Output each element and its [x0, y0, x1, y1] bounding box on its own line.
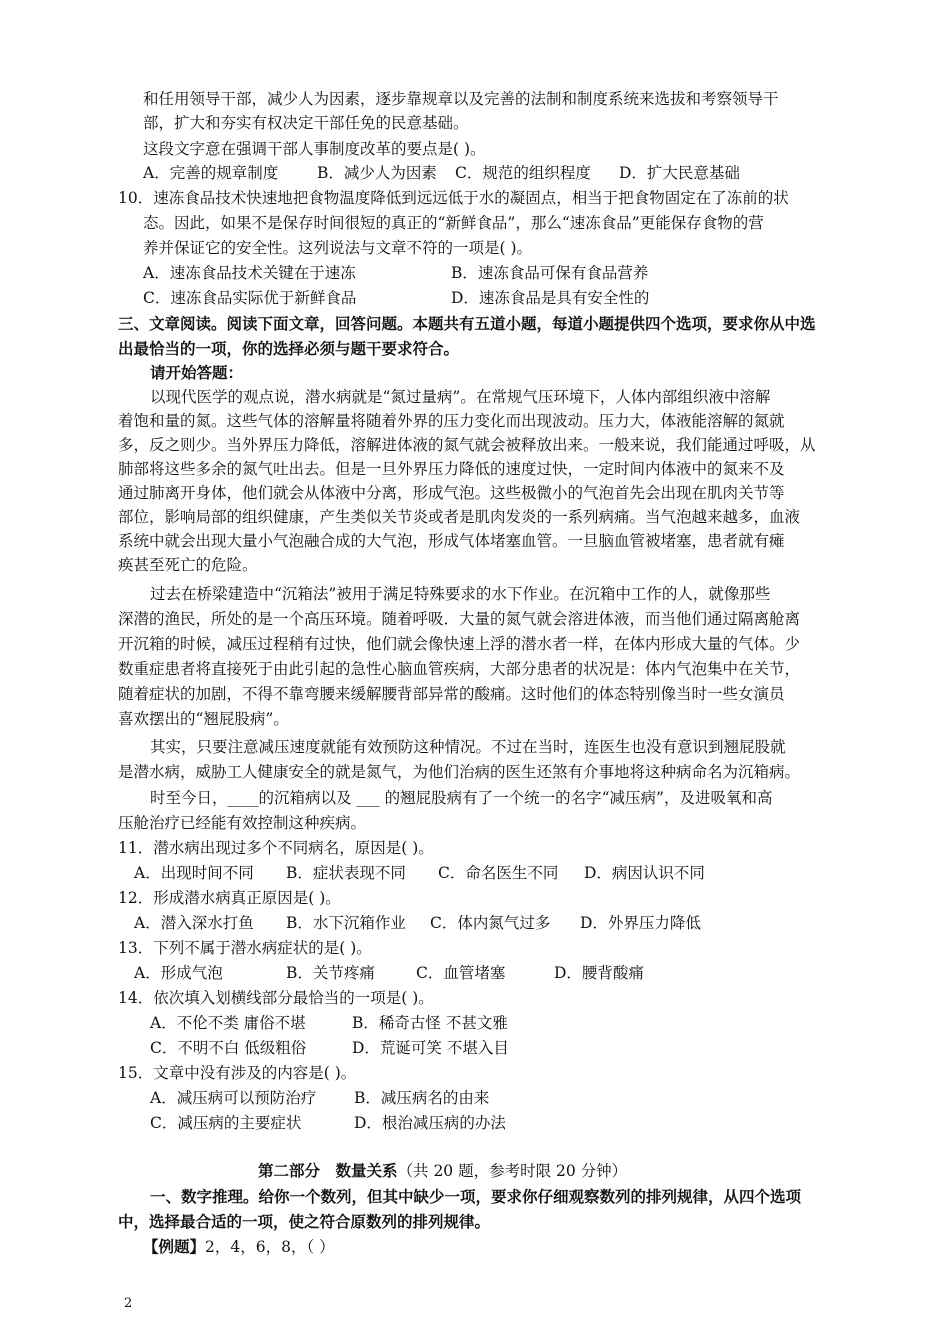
- article-p3-line-2: 是潜水病，威胁工人健康安全的就是氮气，为他们治病的医生还煞有介事地将这种病命名为沉箱病。: [118, 763, 801, 781]
- q15-options-row-2: [150, 1112, 506, 1134]
- q9-options: [143, 162, 740, 184]
- article-p1-line-2: 着饱和量的氮。这些气体的溶解量将随着外界的压力变化而出现波动。压力大，体液能溶解的氮就: [118, 412, 785, 430]
- q13-stem: 13．下列不属于潜水病症状的是( )。: [118, 939, 372, 957]
- article-p2-line-4: 数重症患者将直接死于由此引起的急性心脑血管疾病，大部分患者的状况是：体内气泡集中在关节，: [118, 660, 801, 678]
- article-p2-line-1: 过去在桥梁建造中“沉箱法”被用于满足特殊要求的水下作业。在沉箱中工作的人，就像那些: [150, 585, 771, 603]
- q11-options: [134, 862, 705, 884]
- article-p1-line-5: 通过肺离开身体，他们就会从体液中分离，形成气泡。这些极微小的气泡首先会出现在肌肉关节等: [118, 484, 785, 502]
- q11-option-c: C．命名医生不同: [438, 864, 559, 882]
- section3-heading-line-2: 出最恰当的一项，你的选择必须与题干要求符合。: [118, 339, 460, 358]
- top-para-line-1: 和任用领导干部，减少人为因素，逐步靠规章以及完善的法制和制度系统来选拔和考察领导干: [143, 90, 779, 108]
- q14-stem: 14．依次填入划横线部分最恰当的一项是( )。: [118, 989, 434, 1007]
- q15-options-row-1: [150, 1087, 489, 1109]
- q12-option-b: B．水下沉箱作业: [286, 914, 406, 932]
- q9-stem: 这段文字意在强调干部人事制度改革的要点是( )。: [143, 140, 486, 158]
- q10-options-row-1: [143, 262, 648, 284]
- part2-title: [258, 1160, 627, 1182]
- start-label: 请开始答题：: [150, 363, 244, 382]
- page-number: 2: [124, 1296, 133, 1311]
- q13-option-c: C．血管堵塞: [416, 964, 506, 982]
- article-p2-line-6: 喜欢摆出的“翘屁股病”。: [118, 710, 289, 728]
- q15-option-d: D．根治减压病的办法: [354, 1114, 506, 1132]
- q14-options-row-1: [150, 1012, 508, 1034]
- q15-option-b: B．减压病名的由来: [354, 1089, 490, 1107]
- q12-option-c: C．体内氮气过多: [430, 914, 551, 932]
- q12-option-a: A．潜入深水打鱼: [134, 914, 254, 932]
- q10-option-c: C．速冻食品实际优于新鲜食品: [143, 289, 357, 307]
- q10-options-row-2: [143, 287, 649, 309]
- article-p1-line-6: 部位，影响局部的组织健康，产生类似关节炎或者是肌肉发炎的一系列病痛。当气泡越来越多，血液: [118, 508, 801, 526]
- q11-option-d: D．病因认识不同: [584, 864, 705, 882]
- part2-title-bold: 第二部分 数量关系: [258, 1161, 398, 1180]
- q15-option-a: A．减压病可以预防治疗: [150, 1089, 317, 1107]
- article-p1-line-3: 多，反之则少。当外界压力降低，溶解进体液的氮气就会被释放出来。一般来说，我们能通过呼吸，从: [118, 436, 816, 454]
- q14-option-a: A．不伦不类 庸俗不堪: [150, 1014, 306, 1032]
- q10-line-3: 养并保证它的安全性。这列说法与文章不符的一项是( )。: [143, 239, 533, 257]
- q9-option-d: D．扩大民意基础: [619, 164, 740, 182]
- q10-option-b: B．速冻食品可保有食品营养: [451, 264, 649, 282]
- article-p3-line-1: 其实，只要注意减压速度就能有效预防这种情况。不过在当时，连医生也没有意识到翘屁股就: [150, 738, 786, 756]
- example-text: 2，4，6，8，（ ）: [205, 1238, 335, 1256]
- q13-option-b: B．关节疼痛: [286, 964, 375, 982]
- article-p1-line-1: 以现代医学的观点说，潜水病就是“氮过量病”。在常规气压环境下，人体内部组织液中溶解: [150, 388, 771, 406]
- q12-option-d: D．外界压力降低: [580, 914, 701, 932]
- q11-option-b: B．症状表现不同: [286, 864, 406, 882]
- part2-sec1-line-1: 一、数字推理。给你一个数列，但其中缺少一项，要求你仔细观察数列的排列规律，从四个选项: [150, 1187, 802, 1206]
- article-p2-line-5: 随着症状的加剧，不得不靠弯腰来缓解腰背部异常的酸痛。这时他们的体态特别像当时一些女演员: [118, 685, 785, 703]
- example-label: 【例题】: [143, 1237, 206, 1256]
- q10-option-d: D．速冻食品是具有安全性的: [451, 289, 650, 307]
- section3-heading-line-1: 三、文章阅读。阅读下面文章，回答问题。本题共有五道小题，每道小题提供四个选项，要求你从中选: [118, 314, 816, 333]
- q15-option-c: C．减压病的主要症状: [150, 1114, 302, 1132]
- q10-option-a: A．速冻食品技术关键在于速冻: [143, 264, 356, 282]
- q15-stem: 15．文章中没有涉及的内容是( )。: [118, 1064, 357, 1082]
- q11-option-a: A．出现时间不同: [134, 864, 254, 882]
- q12-options: [134, 912, 701, 934]
- part2-sec1-line-2: 中，选择最合适的一项，使之符合原数列的排列规律。: [118, 1212, 491, 1231]
- q14-option-c: C．不明不白 低级粗俗: [150, 1039, 307, 1057]
- article-p1-line-4: 肺部将这些多余的氮气吐出去。但是一旦外界压力降低的速度过快，一定时间内体液中的氮来不及: [118, 460, 785, 478]
- part2-title-rest: （共 20 题，参考时限 20 分钟）: [397, 1162, 628, 1180]
- article-p4-line-2: 压舱治疗已经能有效控制这种疾病。: [118, 814, 367, 832]
- q13-option-d: D．腰背酸痛: [554, 964, 644, 982]
- q9-option-b: B．减少人为因素: [317, 164, 437, 182]
- q14-option-d: D．荒诞可笑 不堪入目: [352, 1039, 509, 1057]
- q14-options-row-2: [150, 1037, 509, 1059]
- q10-line-1: 10．速冻食品技术快速地把食物温度降低到远远低于水的凝固点，相当于把食物固定在了冻前的状: [118, 189, 789, 207]
- q14-option-b: B．稀奇古怪 不甚文雅: [352, 1014, 508, 1032]
- q12-stem: 12．形成潜水病真正原因是( )。: [118, 889, 341, 907]
- example-line: [143, 1236, 335, 1258]
- article-p1-line-7: 系统中就会出现大量小气泡融合成的大气泡，形成气体堵塞血管。一旦脑血管被堵塞，患者就有瘫: [118, 532, 785, 550]
- q11-stem: 11．潜水病出现过多个不同病名，原因是( )。: [118, 839, 434, 857]
- top-para-line-2: 部，扩大和夯实有权决定干部任免的民意基础。: [143, 114, 469, 132]
- article-p4-line-1: 时至今日，____的沉箱病以及 ___ 的翘屁股病有了一个统一的名字“减压病”，及进吸氧和高: [150, 789, 773, 807]
- q9-option-c: C．规范的组织程度: [455, 164, 591, 182]
- q13-options: [134, 962, 644, 984]
- article-p1-line-8: 痪甚至死亡的危险。: [118, 556, 258, 574]
- article-p2-line-2: 深潜的渔民，所处的是一个高压环境。随着呼吸．大量的氮气就会溶进体液，而当他们通过隔离舱离: [118, 610, 801, 628]
- q10-line-2: 态。因此，如果不是保存时间很短的真正的“新鲜食品”，那么“速冻食品”更能保存食物的营: [143, 214, 764, 232]
- article-p2-line-3: 开沉箱的时候，减压过程稍有过快，他们就会像快速上浮的潜水者一样，在体内形成大量的气体。少: [118, 635, 801, 653]
- q9-option-a: A．完善的规章制度: [143, 164, 279, 182]
- q13-option-a: A．形成气泡: [134, 964, 223, 982]
